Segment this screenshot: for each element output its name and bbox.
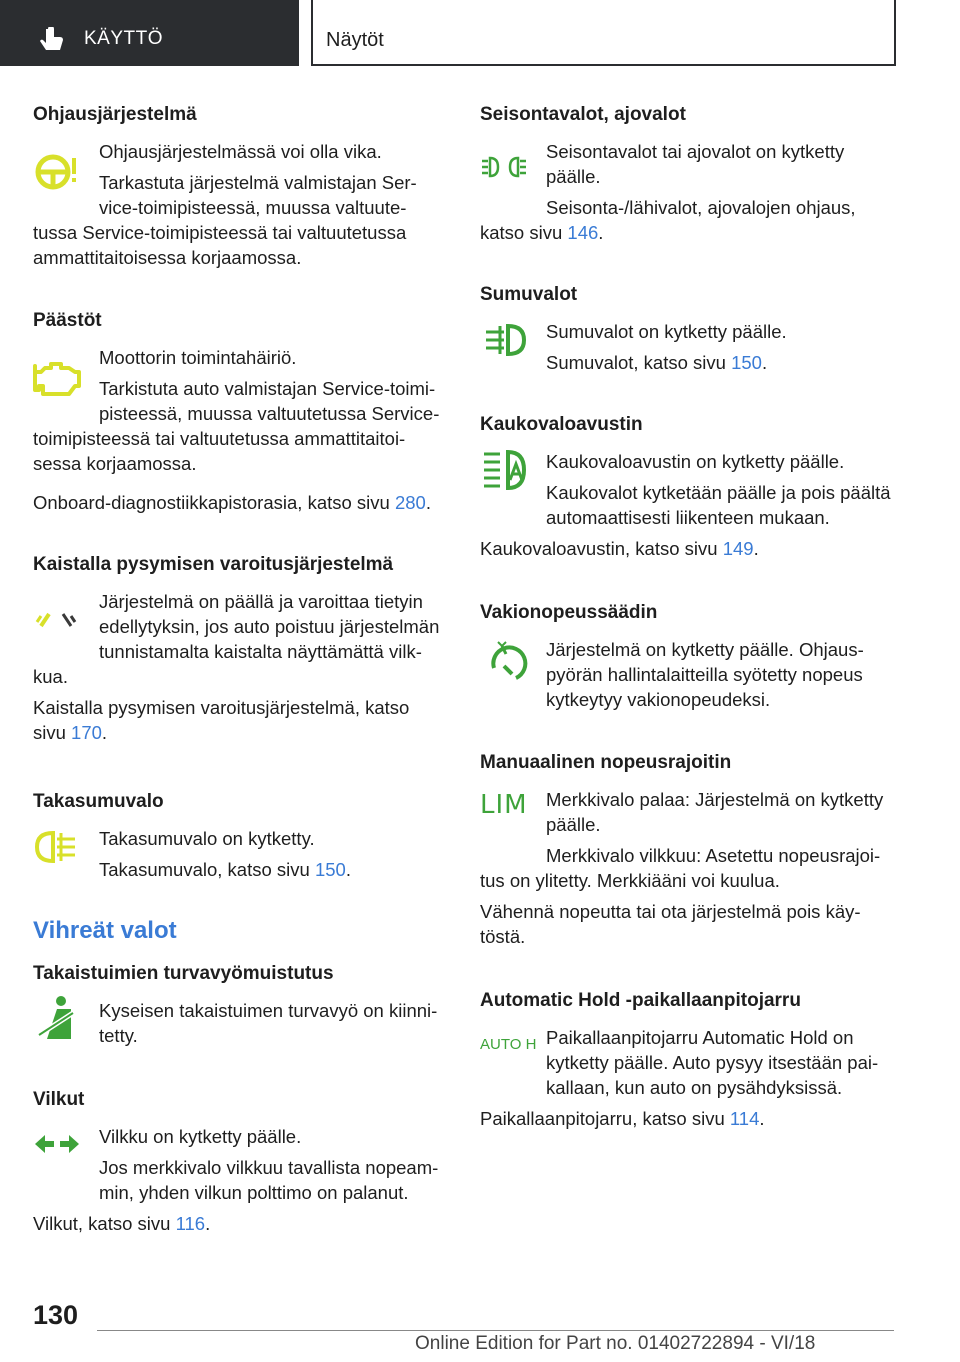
section-title: Vilkut <box>33 1089 85 1110</box>
footer-divider <box>97 1330 894 1331</box>
section-title: Kaukovaloavustin <box>480 414 643 435</box>
paragraph: Vähennä nopeutta tai ota järjestelmä pois käy‐ <box>480 901 861 922</box>
page-subtitle: Näytöt <box>326 29 384 51</box>
paragraph: Kyseisen takaistuimen turvavyö on kiinni‐ <box>99 1000 438 1021</box>
lane-departure-icon <box>33 600 81 640</box>
section-title: Ohjausjärjestelmä <box>33 104 197 125</box>
lane-section <box>33 550 453 780</box>
paragraph: Kaukovaloavustin, katso sivu 149. <box>480 538 759 559</box>
cruise-control-icon <box>480 638 528 686</box>
front-fog-light-icon <box>480 320 528 360</box>
hand-pointer-icon <box>40 27 66 55</box>
paragraph: Takasumuvalo on kytketty. <box>99 828 315 849</box>
paragraph: Jos merkkivalo vilkkuu tavallista nopeam‐ <box>99 1157 439 1178</box>
paragraph: toimipisteessä tai valtuutetussa ammattitaitoi‐ <box>33 428 406 449</box>
paragraph: min, yhden vilkun polttimo on palanut. <box>99 1182 409 1203</box>
paragraph: Järjestelmä on päällä ja varoittaa tietyin <box>99 591 423 612</box>
paragraph: Vilkut, katso sivu 116. <box>33 1213 211 1234</box>
paragraph: Kaukovalot kytketään päälle ja pois päältä <box>546 482 891 503</box>
paragraph: pyörän hallintalaitteilla syötetty nopeus <box>546 664 863 685</box>
paragraph: katso sivu 146. <box>480 222 604 243</box>
paragraph: Kaistalla pysymisen varoitusjärjestelmä, katso <box>33 697 410 718</box>
section-title: Automatic Hold -paikallaanpitojarru <box>480 990 801 1011</box>
section-title: Takaistuimien turvavyömuistutus <box>33 963 334 984</box>
paragraph: tus on ylitetty. Merkkiääni voi kuulua. <box>480 870 780 891</box>
subtitle-box <box>311 0 896 66</box>
turn-signal-icon <box>33 1129 81 1159</box>
paragraph: vice-toimipisteessä, muussa valtuute‐ <box>99 197 407 218</box>
seatbelt-section <box>33 959 453 1079</box>
parking-lights-section <box>480 100 900 280</box>
paragraph: Merkkivalo vilkkuu: Asetettu nopeusrajoi‐ <box>546 845 881 866</box>
turn-signals-section <box>33 1085 453 1236</box>
paragraph: pisteessä, muussa valtuutetussa Service- <box>99 403 440 424</box>
fog-section <box>480 280 900 410</box>
steering-warning-icon <box>33 150 81 190</box>
paragraph: Tarkistuta auto valmistajan Service-toimi‐ <box>99 378 436 399</box>
page-ref-link[interactable]: 114 <box>729 1108 760 1129</box>
paragraph: töstä. <box>480 926 526 947</box>
cruise-section <box>480 598 900 748</box>
paragraph: Sumuvalot, katso sivu 150. <box>546 352 768 373</box>
paragraph: tetty. <box>99 1025 138 1046</box>
section-title: Takasumuvalo <box>33 791 164 812</box>
page-ref-link[interactable]: 116 <box>175 1213 206 1234</box>
section-title: Kaistalla pysymisen varoitusjärjestelmä <box>33 554 394 575</box>
steering-section <box>33 100 453 300</box>
paragraph: Seisonta-/lähivalot, ajovalojen ohjaus, <box>546 197 856 218</box>
right-column <box>480 100 900 1131</box>
paragraph: sessa korjaamossa. <box>33 453 197 474</box>
paragraph: Takasumuvalo, katso sivu 150. <box>99 859 351 880</box>
high-beam-assist-icon <box>480 446 528 494</box>
paragraph: Moottorin toimintahäiriö. <box>99 347 297 368</box>
paragraph: sivu 170. <box>33 722 108 743</box>
paragraph: Tarkastuta järjestelmä valmistajan Ser‐ <box>99 172 417 193</box>
paragraph: automaattisesti liikenteen mukaan. <box>546 507 830 528</box>
section-title: Manuaalinen nopeusrajoitin <box>480 752 732 773</box>
paragraph: kytketty päälle. Auto pysyy itsestään pai‐ <box>546 1052 879 1073</box>
section-label: KÄYTTÖ <box>84 28 164 49</box>
section-tab <box>0 0 299 66</box>
page-header <box>0 0 960 66</box>
paragraph: Onboard-diagnostiikkapistorasia, katso sivu 280. <box>33 492 431 513</box>
auto-hold-section <box>480 986 900 1131</box>
section-title: Sumuvalot <box>480 284 578 305</box>
limiter-section <box>480 748 900 986</box>
page-ref-link[interactable]: 146 <box>567 222 599 243</box>
paragraph: Vilkku on kytketty päälle. <box>99 1126 302 1147</box>
engine-check-icon <box>33 362 81 402</box>
paragraph: Järjestelmä on kytketty päälle. Ohjaus‐ <box>546 639 864 660</box>
paragraph: edellytyksin, jos auto poistuu järjestelmän <box>99 616 440 637</box>
section-title: Päästöt <box>33 310 102 331</box>
left-column <box>33 100 453 1236</box>
rear-fog-section <box>33 787 453 917</box>
page-ref-link[interactable]: 280 <box>394 492 426 513</box>
paragraph: päälle. <box>546 814 601 835</box>
paragraph: tunnistamalta kaistalta näyttämättä vilk‐ <box>99 641 422 662</box>
paragraph: päälle. <box>546 166 601 187</box>
paragraph: Sumuvalot on kytketty päälle. <box>546 321 787 342</box>
auto-hold-icon: AUTO H <box>480 1036 537 1053</box>
green-lights-heading: Vihreät valot <box>33 917 177 944</box>
paragraph: kytkeytyy vakionopeudeksi. <box>546 689 771 710</box>
paragraph: ammattitaitoisessa korjaamossa. <box>33 247 302 268</box>
page-number: 130 <box>33 1300 79 1330</box>
paragraph: tussa Service-toimipisteessä tai valtuutetussa <box>33 222 407 243</box>
page-ref-link[interactable]: 150 <box>731 352 762 373</box>
page-ref-link[interactable]: 149 <box>722 538 754 559</box>
paragraph: Paikallaanpitojarru, katso sivu 114. <box>480 1108 765 1129</box>
parking-light-icon <box>480 152 528 182</box>
paragraph: kallaan, kun auto on pysähdyksissä. <box>546 1077 843 1098</box>
paragraph: Merkkivalo palaa: Järjestelmä on kytketty <box>546 789 884 810</box>
seatbelt-icon <box>33 995 81 1043</box>
page-ref-link[interactable]: 150 <box>314 859 346 880</box>
speed-limiter-icon: LIM <box>480 790 528 820</box>
emissions-section <box>33 306 453 536</box>
section-title: Vakionopeussäädin <box>480 602 658 623</box>
high-beam-section <box>480 410 900 598</box>
rear-fog-light-icon <box>33 827 81 867</box>
edition-text: Online Edition for Part no. 01402722894 - VI/18 <box>415 1333 816 1354</box>
section-title: Seisontavalot, ajovalot <box>480 104 686 125</box>
paragraph: kua. <box>33 666 68 687</box>
paragraph: Paikallaanpitojarru Automatic Hold on <box>546 1027 854 1048</box>
page-ref-link[interactable]: 170 <box>71 722 102 743</box>
paragraph: Kaukovaloavustin on kytketty päälle. <box>546 451 845 472</box>
paragraph: Seisontavalot tai ajovalot on kytketty <box>546 141 845 162</box>
paragraph: Ohjausjärjestelmässä voi olla vika. <box>99 141 382 162</box>
